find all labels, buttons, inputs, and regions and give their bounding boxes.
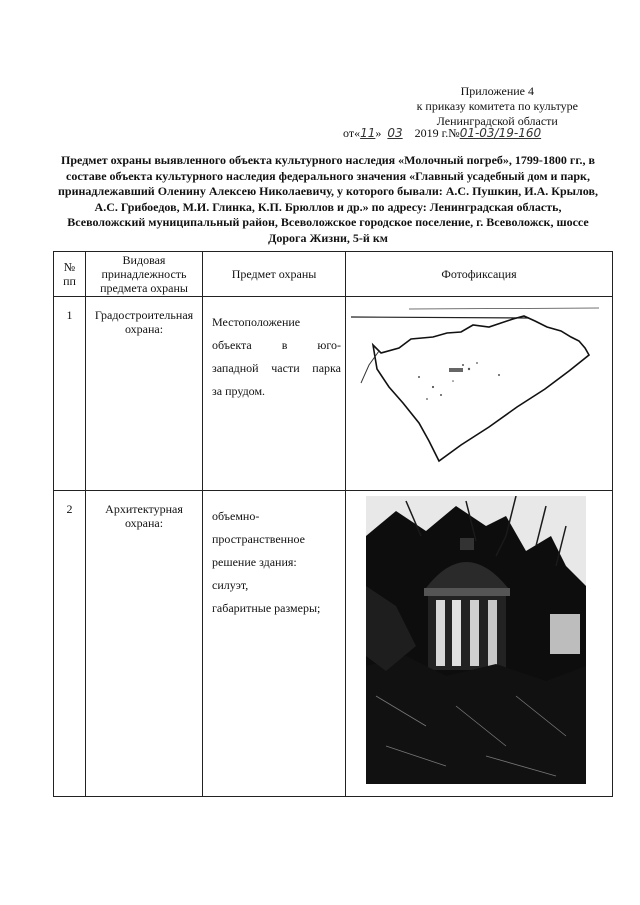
row-photo	[346, 491, 613, 797]
date-day: 11	[360, 126, 376, 140]
site-plan-map-icon	[349, 303, 607, 477]
row-number: 2	[54, 491, 86, 797]
table-row	[54, 297, 613, 491]
row-type: Градостроительная охрана:	[86, 297, 203, 491]
appendix-line-3: Ленинградской области	[436, 114, 558, 128]
date-year: 2019 г.№	[414, 126, 460, 140]
row-number: 1	[54, 297, 86, 491]
header-type	[86, 252, 203, 297]
subject-line: объекта в юго-	[212, 338, 341, 352]
header-photo: Фотофиксация	[346, 252, 613, 297]
date-sep: »	[375, 126, 382, 140]
subject-line: за прудом.	[212, 384, 266, 398]
subject-line: решение здания:	[212, 555, 297, 569]
appendix-block	[417, 84, 578, 129]
date-month: 03	[387, 126, 403, 140]
row-subject	[203, 491, 346, 797]
row-type: Архитектурная охрана:	[86, 491, 203, 797]
row-photo	[346, 297, 613, 491]
subject-line: габаритные размеры;	[212, 601, 321, 615]
header-type-text: Видовая принадлежность предмета охраны	[100, 253, 188, 295]
header-number	[54, 252, 86, 297]
document-title: Предмет охраны выявленного объекта культурного наследия «Молочный погреб», 1799-1800 гг., в составе объекта культурного наследия федерального значения «Главный усадебный дом и парк, принадлежавший Оленину Алексею Николаевичу, у которого бывали: А.С. Пушкин, И.А. Крылов, А.С. Грибоедов, М.И. Глинка, К.П. Брюллов и др.» по адресу: Ленинградская область, Всеволожский муниципальный район, Всеволожское городское поселение, г. Всеволожск, шоссе Дорога Жизни, 5-й км	[58, 153, 598, 245]
appendix-line-2: к приказу комитета по культуре	[416, 99, 578, 113]
row-subject	[203, 297, 346, 491]
table-header-row	[54, 252, 613, 297]
header-subject: Предмет охраны	[203, 252, 346, 297]
subject-line: Местоположение	[212, 315, 301, 329]
order-number: 01-03/19-160	[459, 126, 542, 140]
table-row	[54, 491, 613, 797]
subject-line: объемно-	[212, 509, 260, 523]
date-prefix: от«	[343, 126, 361, 140]
header-number-text: № пп	[63, 260, 76, 288]
appendix-line-1: Приложение 4	[460, 84, 534, 98]
order-date-line	[343, 126, 541, 141]
building-photo-icon	[366, 496, 586, 788]
protection-table	[53, 251, 613, 797]
subject-line: пространственное	[212, 532, 305, 546]
subject-line: силуэт,	[212, 578, 249, 592]
subject-line: западной части парка	[212, 361, 341, 375]
